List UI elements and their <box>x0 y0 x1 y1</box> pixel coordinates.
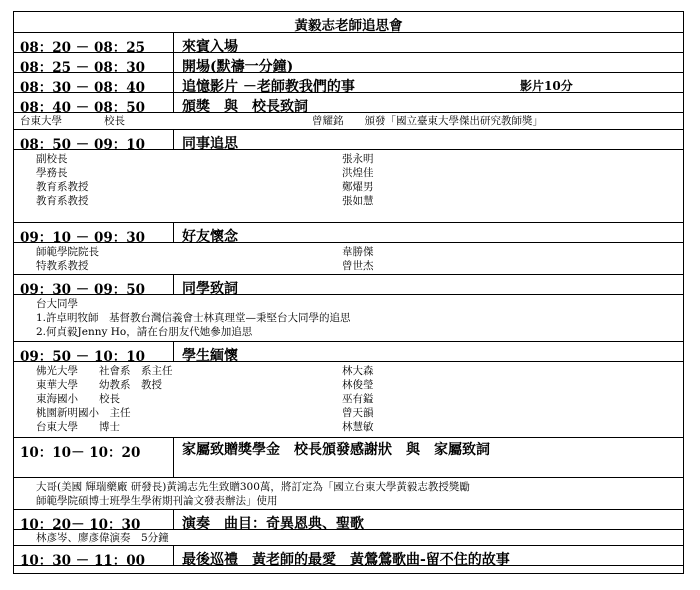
speaker-name: 林大森 <box>342 365 374 377</box>
speaker-name: 張永明 <box>342 153 374 165</box>
speaker-role: 佛光大學 社會系 系主任 <box>36 365 173 377</box>
speaker-role: 台東大學 博士 <box>36 421 120 433</box>
family-line: 師範學院碩博士班學生學術期刊論文發表辦法」使用 <box>36 495 278 507</box>
speaker-role: 教育系教授 <box>36 195 89 207</box>
event-label: 同學致詞 <box>182 281 238 297</box>
performer-line: 林彥岑、廖彥偉演奏 5分鐘 <box>36 532 169 544</box>
event-label: 來賓入場 <box>182 39 238 55</box>
speaker-name: 鄭燿男 <box>342 181 374 193</box>
performer-detail <box>14 529 683 545</box>
page-title: 黃毅志老師追思會 <box>294 18 403 34</box>
title-row <box>14 12 683 32</box>
time-slot: 10：30 － 11：00 <box>14 546 174 565</box>
time-slot: 09：30 － 09：50 <box>14 275 174 294</box>
schedule-row <box>14 92 683 116</box>
speaker-name: 洪煌佳 <box>342 167 374 179</box>
colleague-list <box>14 149 683 222</box>
event-label: 學生緬懷 <box>182 348 238 364</box>
time-slot: 08：25 － 08：30 <box>14 53 174 72</box>
speaker-name: 林慧敏 <box>342 421 374 433</box>
speaker-role: 副校長 <box>36 153 68 165</box>
family-line: 大哥(美國 輝瑞藥廠 研發長)黃鴻志先生致贈300萬，將訂定為「國立台東大學黃毅志教授獎勵 <box>36 481 470 493</box>
time-slot: 08：30 － 08：40 <box>14 73 174 92</box>
speaker-role: 學務長 <box>36 167 68 179</box>
video-duration: 影片10分 <box>520 79 573 93</box>
classmate-line: 2.何貞毅Jenny Ho，請在台朋友代她參加追思 <box>36 326 253 338</box>
event-label: 追憶影片 －老師教我們的事 <box>182 79 355 95</box>
award-detail <box>14 112 683 129</box>
event-label: 頒獎 與 校長致詞 <box>182 99 308 115</box>
student-list <box>14 361 683 437</box>
speaker-name: 巫有鎰 <box>342 393 374 405</box>
speaker-role: 東華大學 幼教系 教授 <box>36 379 162 391</box>
event-label: 家屬致贈獎學金 校長頒發感謝狀 與 家屬致詞 <box>182 442 490 458</box>
schedule-row <box>14 274 683 298</box>
event-label: 最後巡禮 黃老師的最愛 黃鶯鶯歌曲-留不住的故事 <box>182 552 510 568</box>
award-presenter: 台東大學 校長 <box>20 115 125 127</box>
time-slot: 10：20－ 10：30 <box>14 510 174 529</box>
schedule-row <box>14 32 683 56</box>
schedule-row <box>14 222 683 246</box>
event-label: 同事追思 <box>182 136 238 152</box>
classmate-line: 1.許卓明牧師 基督教台灣信義會士林真理堂—秉堅台大同學的追思 <box>36 312 351 324</box>
speaker-name: 林俊瑩 <box>342 379 374 391</box>
event-label: 開場(默禱一分鐘) <box>182 59 294 75</box>
speaker-role: 東海國小 校長 <box>36 393 120 405</box>
speaker-name: 張如慧 <box>342 195 374 207</box>
schedule-row <box>14 437 683 477</box>
speaker-role: 桃園新明國小 主任 <box>36 407 131 419</box>
schedule-row <box>14 72 683 96</box>
schedule-row <box>14 52 683 76</box>
divider <box>13 573 684 574</box>
speaker-name: 韋勝傑 <box>342 246 374 258</box>
speaker-name: 曾天韻 <box>342 407 374 419</box>
schedule-row <box>14 509 683 533</box>
time-slot: 10：10－ 10：20 <box>14 438 174 477</box>
speaker-role: 教育系教授 <box>36 181 89 193</box>
program-table <box>13 11 684 574</box>
time-slot: 09：10 － 09：30 <box>14 223 174 242</box>
speaker-name: 曾世杰 <box>342 260 374 272</box>
award-description: 曾耀銘 頒發「國立臺東大學傑出研究教師獎」 <box>312 115 543 127</box>
time-slot: 08：50 － 09：10 <box>14 130 174 149</box>
speaker-role: 特教系教授 <box>36 260 89 272</box>
schedule-row <box>14 129 683 153</box>
event-label: 演奏 曲目：奇異恩典、聖歌 <box>182 516 364 532</box>
speaker-role: 師範學院院長 <box>36 246 99 258</box>
event-label: 好友懷念 <box>182 229 238 245</box>
schedule-row <box>14 341 683 365</box>
classmate-list <box>14 294 683 341</box>
classmate-line: 台大同學 <box>36 298 78 310</box>
friend-list <box>14 242 683 274</box>
time-slot: 08：20 － 08：25 <box>14 33 174 52</box>
family-detail <box>14 477 683 509</box>
time-slot: 09：50 － 10：10 <box>14 342 174 361</box>
schedule-row <box>14 545 683 569</box>
time-slot: 08：40 － 08：50 <box>14 93 174 112</box>
